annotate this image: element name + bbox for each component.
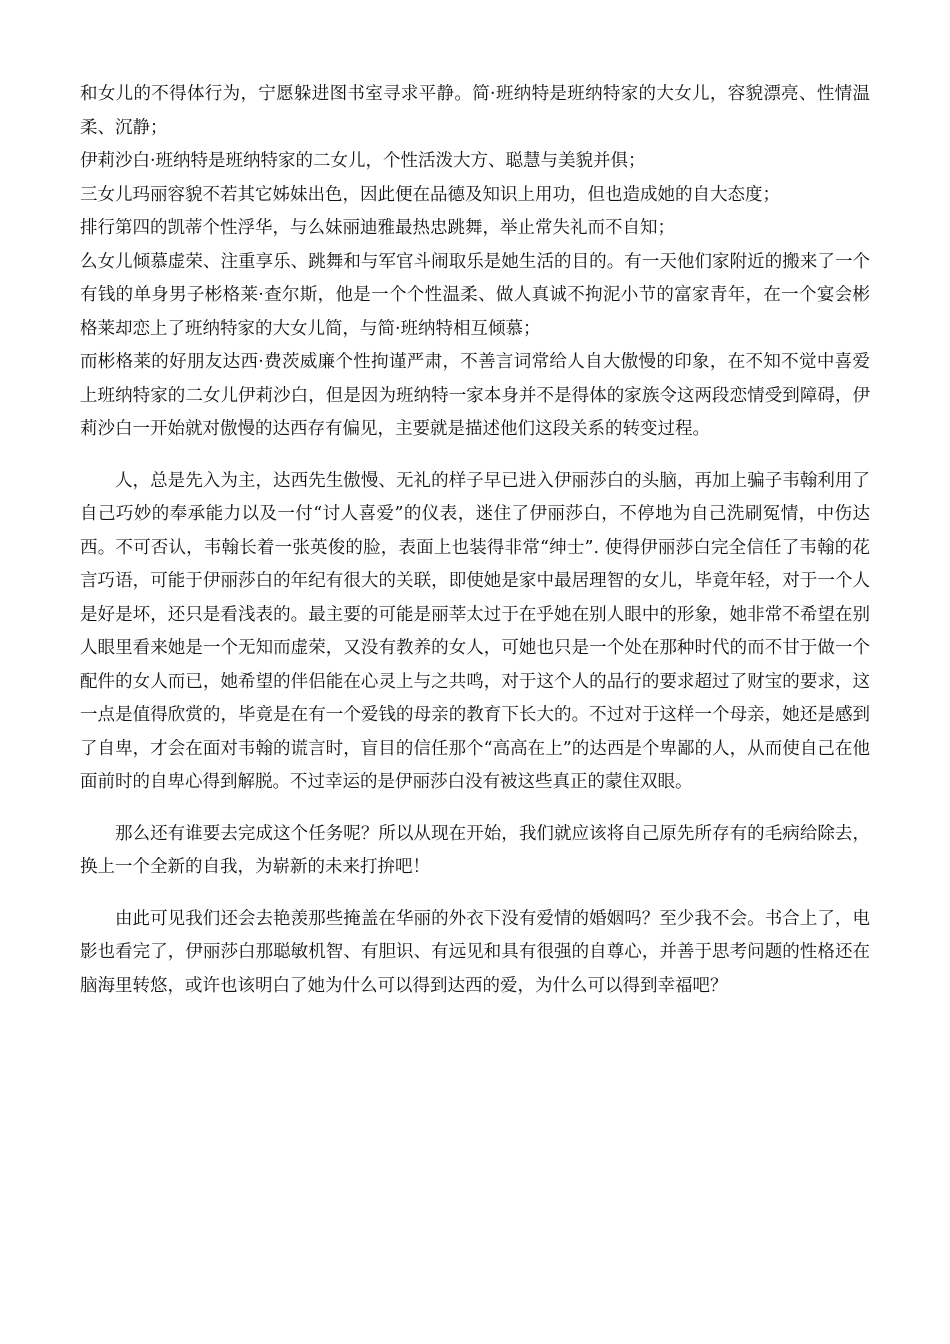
intro-line-1: 和女儿的不得体行为，宁愿躲进图书室寻求平静。简·班纳特是班纳特家的大女儿，容貌漂亮、性情温柔、沉静； (80, 84, 870, 138)
paragraph-wickham: 人，总是先入为主，达西先生傲慢、无礼的样子早已进入伊丽莎白的头脑，再加上骗子韦翰利用了自己巧妙的奉承能力以及一付“讨人喜爱”的仪表，迷住了伊丽莎白，不停地为自己洗刷冤情，中伤达西。不可否认，韦翰长着一张英俊的脸，表面上也装得非常“绅士”. 使得伊丽莎白完全信任了韦翰的花言巧语，可能于伊丽莎白的年纪有很大的关联，即使她是家中最居理智的女儿，毕竟年轻，对于一个人是好是坏，还只是看浅表的。最主要的可能是丽莘太过于在乎她在别人眼中的形象，她非常不希望在别人眼里看来她是一个无知而虚荣，又没有教养的女人，可她也只是一个处在那种时代的而不甘于做一个配件的女人而已，她希望的伴侣能在心灵上与之共鸣，对于这个人的品行的要求超过了财宝的要求，这一点是值得欣赏的，毕竟是在有一个爱钱的母亲的教育下长大的。不过对于这样一个母亲，她还是感到了自卑，才会在面对韦翰的谎言时，盲目的信任那个“高高在上”的达西是个卑鄙的人，从而使自己在他面前时的自卑心得到解脱。不过幸运的是伊丽莎白没有被这些真正的蒙住双眼。 (80, 470, 870, 792)
intro-line-4: 排行第四的凯蒂个性浮华，与么妹丽迪雅最热忠跳舞，举止常失礼而不自知； (80, 218, 675, 238)
intro-line-2: 伊莉沙白·班纳特是班纳特家的二女儿，个性活泼大方、聪慧与美貌并俱； (80, 151, 646, 171)
paragraph-new-self: 那么还有谁要去完成这个任务呢？所以从现在开始，我们就应该将自己原先所存有的毛病给除去，换上一个全新的自我，为崭新的未来打拚吧！ (80, 823, 870, 877)
document-page (80, 78, 870, 1003)
intro-line-3: 三女儿玛丽容貌不若其它姊妹出色，因此便在品德及知识上用功，但也造成她的自大态度； (80, 184, 780, 205)
intro-line-6: 而彬格莱的好朋友达西·费茨威廉个性拘谨严肃，不善言词常给人自大傲慢的印象，在不知不觉中喜爱上班纳特家的二女儿伊莉沙白，但是因为班纳特一家本身并不是得体的家族令这两段恋情受到障碍，伊莉沙白一开始就对傲慢的达西存有偏见，主要就是描述他们这段关系的转变过程。 (80, 352, 870, 439)
paragraph-conclusion: 由此可见我们还会去艳羡那些掩盖在华丽的外衣下没有爱情的婚姻吗？至少我不会。书合上了，电影也看完了，伊丽莎白那聪敏机智、有胆识、有远见和具有很强的自尊心，并善于思考问题的性格还在脑海里转悠，或许也该明白了她为什么可以得到达西的爱，为什么可以得到幸福吧？ (80, 908, 870, 996)
intro-line-5: 么女儿倾慕虚荣、注重享乐、跳舞和与军官斗闹取乐是她生活的目的。有一天他们家附近的搬来了一个有钱的单身男子彬格莱·查尔斯，他是一个个性温柔、做人真诚不拘泥小节的富家青年，在一个宴会彬格莱却恋上了班纳特家的大女儿简，与简·班纳特相互倾慕； (80, 251, 870, 339)
